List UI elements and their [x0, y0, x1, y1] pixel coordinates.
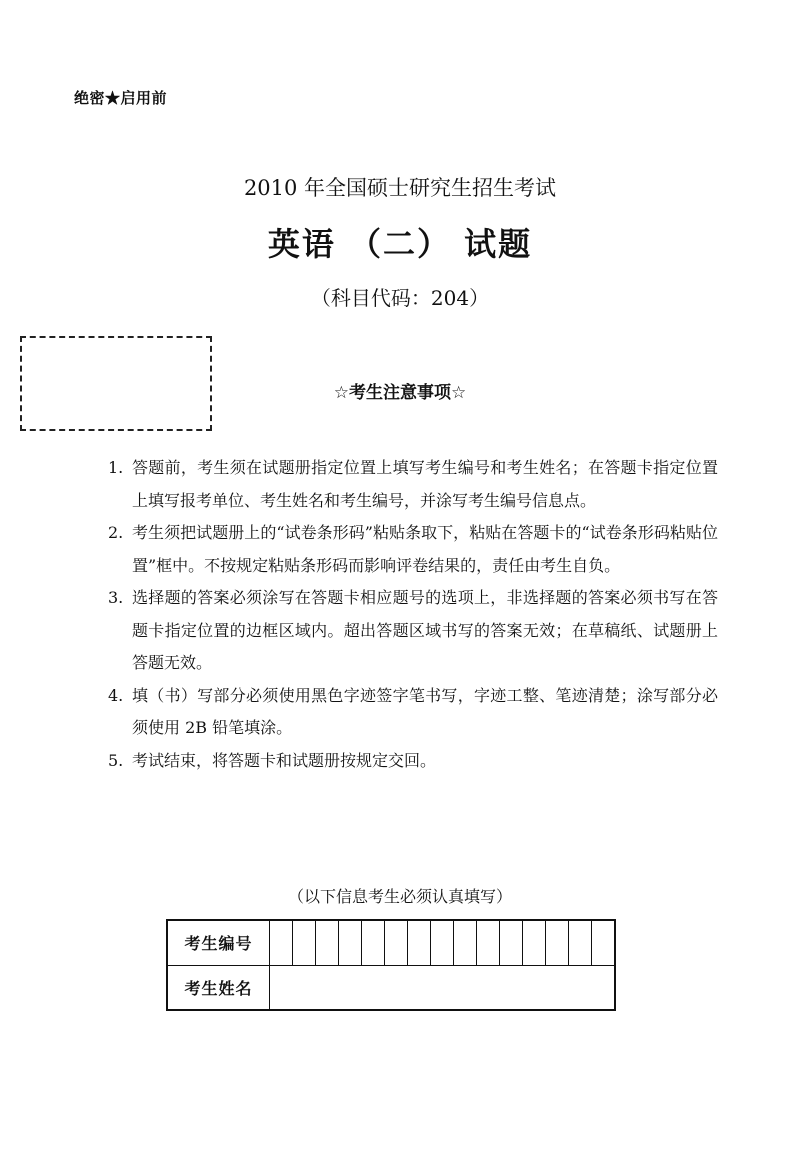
number-digit-cell[interactable]	[454, 921, 477, 965]
secrecy-label: 绝密★启用前	[74, 89, 168, 107]
subject-code: （科目代码：204）	[310, 286, 490, 310]
number-digit-cell[interactable]	[500, 921, 523, 965]
number-digit-cell[interactable]	[339, 921, 362, 965]
candidate-number-cells[interactable]	[270, 921, 614, 965]
notice-text: 填（书）写部分必须使用黑色字迹签字笔书写，字迹工整、笔迹清楚；涂写部分必须使用 2B 铅笔填涂。	[132, 685, 718, 737]
number-digit-cell[interactable]	[270, 921, 293, 965]
notice-item	[108, 517, 718, 582]
notice-item	[108, 680, 718, 745]
star-left-icon: ☆	[333, 383, 349, 403]
number-digit-cell[interactable]	[592, 921, 614, 965]
candidate-number-label: 考生编号	[168, 921, 270, 965]
number-digit-cell[interactable]	[546, 921, 569, 965]
candidate-info-table	[166, 919, 616, 1011]
notice-text: 考生须把试题册上的“试卷条形码”粘贴条取下，粘贴在答题卡的“试卷条形码粘贴位置”框中。不按规定粘贴条形码而影响评卷结果的，责任由考生自负。	[132, 523, 718, 575]
number-digit-cell[interactable]	[316, 921, 339, 965]
notice-list	[108, 452, 718, 777]
number-digit-cell[interactable]	[431, 921, 454, 965]
number-digit-cell[interactable]	[293, 921, 316, 965]
notice-item	[108, 452, 718, 517]
number-digit-cell[interactable]	[385, 921, 408, 965]
exam-subtitle: 2010 年全国硕士研究生招生考试	[243, 176, 557, 200]
candidate-name-label: 考生姓名	[168, 966, 270, 1010]
number-digit-cell[interactable]	[408, 921, 431, 965]
notice-number: 1.	[108, 458, 124, 477]
candidate-name-field[interactable]	[270, 966, 614, 1010]
notice-item	[108, 745, 718, 778]
notice-number: 2.	[108, 523, 124, 542]
number-digit-cell[interactable]	[523, 921, 546, 965]
candidate-number-row	[168, 921, 614, 965]
notice-item	[108, 582, 718, 680]
number-digit-cell[interactable]	[362, 921, 385, 965]
notice-text: 选择题的答案必须涂写在答题卡相应题号的选项上，非选择题的答案必须书写在答题卡指定位置的边框区域内。超出答题区域书写的答案无效；在草稿纸、试题册上答题无效。	[132, 588, 718, 672]
notice-number: 3.	[108, 588, 124, 607]
candidate-name-row	[168, 965, 614, 1010]
notice-text: 答题前，考生须在试题册指定位置上填写考生编号和考生姓名；在答题卡指定位置上填写报考单位、考生姓名和考生编号，并涂写考生编号信息点。	[132, 458, 718, 510]
notice-heading	[0, 378, 800, 403]
notice-number: 4.	[108, 685, 124, 705]
number-digit-cell[interactable]	[477, 921, 500, 965]
notice-text: 考试结束，将答题卡和试题册按规定交回。	[132, 750, 437, 770]
exam-title: 英语 （二） 试题	[267, 225, 533, 263]
star-right-icon: ☆	[451, 383, 467, 403]
number-digit-cell[interactable]	[569, 921, 592, 965]
fill-instruction: （以下信息考生必须认真填写）	[287, 887, 512, 906]
notice-number: 5.	[108, 750, 124, 770]
notice-heading-text: 考生注意事项	[349, 383, 451, 403]
